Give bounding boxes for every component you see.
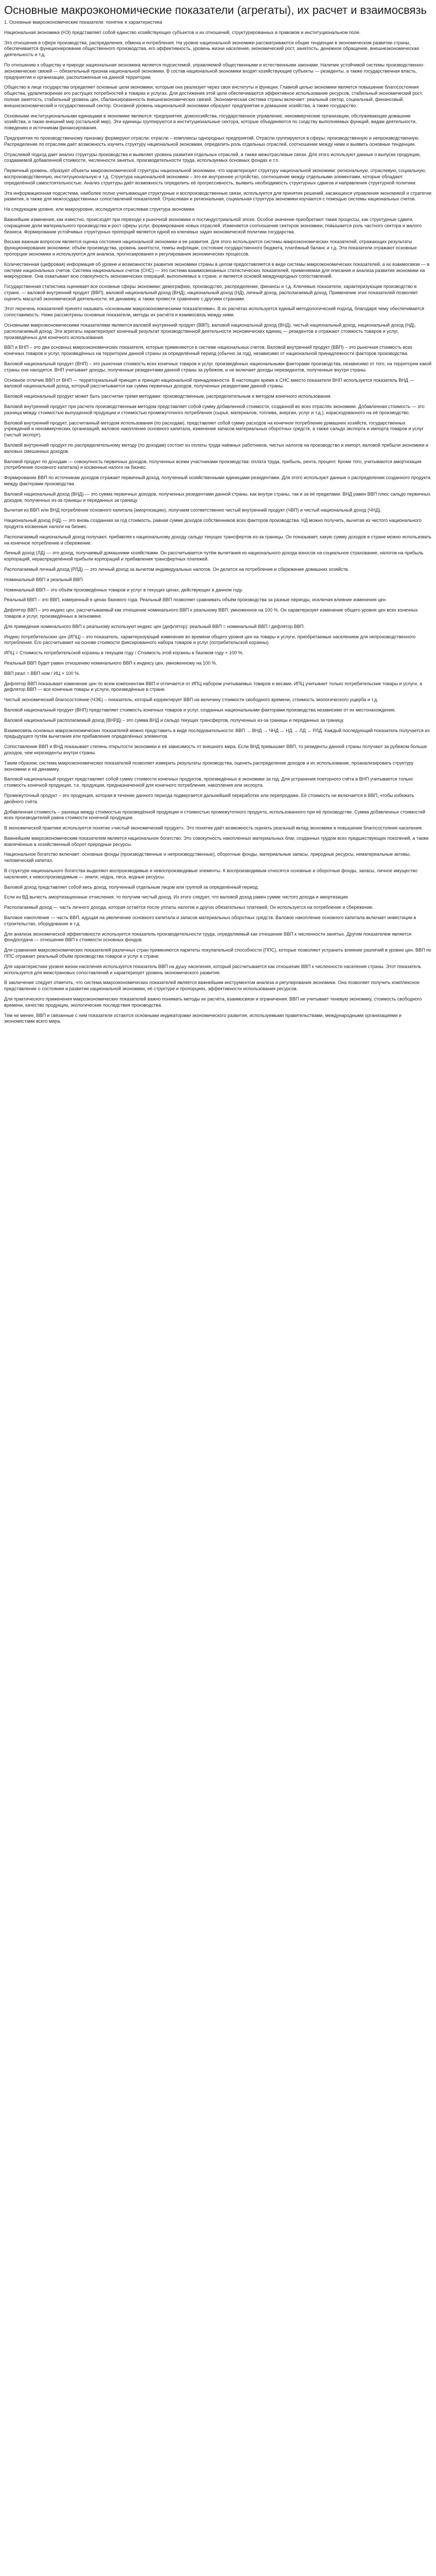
paragraph: Валовой национальный продукт (ВНП) – это рыночная стоимость всех конечных товаров и услуг, произведённых национальными факторами производства, независимо от того, на территории какой страны они находятся. ВНП учитывает доходы, полученные резидентами данной страны за рубежом, и не включает доходы нерезидентов, полученные внутри страны. <box>4 361 432 372</box>
paragraph: Дефлятор ВВП показывает изменение цен по всем компонентам ВВП и отличается от ИПЦ набором учитываемых товаров и весами. ИПЦ учитывает только потребительские товары и услуги, а дефлятор ВВП — все конечные товары и услуги, произведённые в стране. <box>4 681 423 692</box>
paragraph: Валовой национальный доход (ВНД) — это сумма первичных доходов, полученных резидентами данной страны, как внутри страны, так и за её пределами. ВНД равен ВВП плюс сальдо первичных доходов, полученных из-за границы и переданных за границу. <box>4 491 430 503</box>
paragraph: Чистый экономический благосостояние (ЧЭБ) – показатель, который корректирует ВВП на величину стоимости свободного времени, стоимость экологического ущерба и т.д. <box>4 697 378 703</box>
paragraph: Этот перечень показателей принято называть «основными макроэкономическими показателями». В их расчётах используется единый методологический подход, благодаря чему обеспечивается сопоставимость. Ниже рассмотрены основные показатели, методы их расчёта и взаимосвязь между ними. <box>4 306 424 318</box>
paragraph: Национальный доход (НД) — это вновь созданная за год стоимость, равная сумме доходов собственников всех факторов производства. НД можно получить, вычитая из чистого национального продукта косвенные налоги на бизнес. <box>4 518 422 529</box>
paragraph: Валовой внутренний продукт, рассчитанный методом использования (по расходам), представляет собой сумму расходов на конечное потребление домашних хозяйств, государственных учреждений и некоммерческих организаций, валовое накопление основного капитала, изменение запасов материальных оборотных средств, а также сальдо экспорта и импорта товаров и услуг (чистый экспорт). <box>4 420 424 438</box>
paragraph: Эта информационная подсистема, наиболее полно учитывающая структурные и воспроизводственные связи, используется для принятия решений, касающихся управления экономикой и стратегии развития, а также для межгосударственных сопоставлений показателей. Отраслевая и региональная, социальная структура экономики изучаются с помощью системы национальных счетов. <box>4 190 432 202</box>
paragraph: Для сравнения макроэкономических показателей различных стран применяются паритеты покупательной способности (ППС), которые позволяют устранить влияние различий в уровне цен. ВВП по ППС отражает реальный объём производства товаров и услуг в стране. <box>4 947 431 959</box>
paragraph: Для характеристики уровня жизни населения используется показатель ВВП на душу населения, который рассчитывается как отношение ВВП к численности населения страны. Этот показатель используется для межстрановых сопоставлений и характеризует уровень экономического развития. <box>4 963 422 975</box>
paragraph: ВВП реал = ВВП ном / ИЦ × 100 %. <box>4 670 80 676</box>
paragraph: Отраслевой подход дает анализ структуры производства и выявляет уровень развития отдельных отраслей, а также межотраслевые связи. Для этого используют данные о выпуске продукции, создаваемой добавленной стоимости, численности занятых, производительности труда, используемых основных фондах и т.п. <box>4 151 421 163</box>
paragraph: Количественная (цифровая) информация об уровне и возможностях развития экономики страны в целом предоставляется в виде системы макроэкономических показателей, а их взаимосвязи — в системе национальных счетов. Система национальных счетов (СНС) — это система взаимосвязанных статистических показателей, применяемая для описания и анализа развития экономики на макроуровне. Она охватывает всю совокупность экономических операций, выполняемых в стране, и является основой международных сопоставлений. <box>4 261 430 279</box>
paragraph: Валовой национальный продукт представляет собой сумму стоимости конечных продуктов, произведённых в экономике за год. Для устранения повторного счёта в ВНП учитывается только стоимость конечной продукции, т.е. продукции, предназначенной для конечного потребления, накопления или экспорта. <box>4 776 413 788</box>
paragraph: Реальный ВВП будет равен отношению номинального ВВП к индексу цен, умноженному на 100 %. <box>4 660 217 666</box>
paragraph: Для приведения номинального ВВП к реальному используют индекс цен (дефлятор): реальный ВВП = номинальный ВВП / дефлятор ВВП. <box>4 623 305 629</box>
paragraph: Национальное богатство включает: основные фонды (производственные и непроизводственные), оборотные фонды, материальные запасы, природные ресурсы, нематериальные активы, человеческий капитал. <box>4 852 411 863</box>
paragraph: Номинальный ВВП и реальный ВВП. <box>4 577 84 582</box>
paragraph: Основными макроэкономическими показателями являются валовой внутренний продукт (ВВП), валовой национальный доход (ВНД), чистый национальный доход, национальный доход (НД), располагаемый доход. Эти агрегаты характеризуют конечный результат производственной деятельности экономических единиц — резидентов и отражают стоимость товаров и услуг, произведённых для конечного использования. <box>4 323 416 340</box>
paragraph: Национальная экономика (НЭ) представляет собой единство хозяйствующих субъектов и их отношений, структурированных в правовом и институциональном поле. <box>4 29 361 35</box>
paragraph: Для практического применения макроэкономических показателей важно понимать методы их расчёта, взаимосвязи и ограничения. ВВП не учитывает теневую экономику, стоимость свободного времени, качество продукции, экологические последствия производства. <box>4 996 422 1008</box>
paragraph: ИПЦ = Стоимость потребительской корзины в текущем году / Стоимость этой корзины в базовом году × 100 %. <box>4 650 244 656</box>
paragraph: Валовой национальный продукт (ВНП) представляет стоимость конечных товаров и услуг, созданных национальными факторами производства независимо от их местонахождения. <box>4 707 396 713</box>
paragraph: В заключение следует отметить, что система макроэкономических показателей является важнейшим инструментом анализа и регулирования экономики. Она позволяет получить комплексное представление о состоянии и развитии национальной экономики, её структуре и пропорциях, эффективности использования ресурсов. <box>4 980 420 992</box>
paragraph: Сопоставление ВВП и ВНД показывает степень открытости экономики и её зависимость от внешнего мира. Если ВНД превышает ВВП, то резиденты данной страны получают за рубежом больше доходов, чем нерезиденты внутри страны. <box>4 744 427 755</box>
paragraph: Валовой национальный продукт может быть рассчитан тремя методами: производственным, распределительным и методом конечного использования. <box>4 394 332 399</box>
paragraph: Располагаемый личный доход (РЛД) — это личный доход за вычетом индивидуальных налогов. Он делится на потребление и сбережение домашних хозяйств. <box>4 566 349 572</box>
paragraph: Валовой продукт по доходам — совокупность первичных доходов, полученных всеми участниками производства: оплата труда, прибыль, рента, процент. Кроме того, учитываются амортизация (потребление основного капитала) и косвенные налоги на бизнес. <box>4 459 422 470</box>
paragraph: Тем не менее, ВВП и связанные с ним показатели остаются основными индикаторами экономического развития, используемыми правительствами, международными организациями и экономистами всего мира. <box>4 1012 402 1024</box>
paragraph: Взаимосвязь основных макроэкономических показателей можно представить в виде последовательности: ВВП → ВНД → ЧНД → НД → ЛД → РЛД. Каждый последующий показатель получается из предыдущего путём вычитания или прибавления определённых элементов. <box>4 727 430 739</box>
paragraph: Основное отличие ВВП от ВНП — территориальный принцип и принцип национальной принадлежности. В настоящее время в СНС вместо показателя ВНП используется показатель ВНД — валовой национальный доход, который рассчитывается как сумма первичных доходов, полученных резидентами данной страны. <box>4 377 414 389</box>
paragraph: Индекс потребительских цен (ИПЦ) – это показатель, характеризующий изменение во времени общего уровня цен на товары и услуги, приобретаемые населением для непроизводственного потребления. Его рассчитывают на основе стоимости фиксированного набора товаров и услуг (потребительской корзины). <box>4 634 416 646</box>
paragraph: Валовой национальный располагаемый доход (ВНРД) – это сумма ВНД и сальдо текущих трансфертов, полученных из-за границы и переданных за границу. <box>4 717 344 723</box>
paragraph: Это отношения в сфере производства, распределения, обмена и потребления. На уровне национальной экономики рассматриваются общие тенденции в экономическом развитии страны, обеспечивается функционирование общественного производства, его эффективность, уровень жизни населения, экономический рост, занятость, денежное обращение, внешнеэкономическая деятельность и т.д. <box>4 40 419 58</box>
paragraph: По отношению к обществу и природе национальная экономика является подсистемой, управляемой общественными и естественными законами. Наличие устойчивой системы производственно-экономических связей — обязательный признак национальной экономики. В состав национальной экономики входят хозяйствующие субъекты — резиденты, а также государственная власть, предприятия и организации, расположенные на данной территории. <box>4 62 425 80</box>
paragraph: Первичный уровень, образуют объекты макроэкономической структуры национальной экономики, что характеризует структуру национальной экономики: региональную, отраслевую, социальную, воспроизводственную, институциональную и т.д. Структура национальной экономики – это ее внутреннее устройство, соотношение между отдельными элементами, которые обладают определённой самостоятельностью. Анализ структуры даёт возможность определить её прогрессивность, выявить необходимость структурных сдвигов и направления структурной политики. <box>4 168 426 185</box>
paragraph: Весьма важным вопросом является оценка состояния национальной экономики и ее развития. Для этого используются системы макроэкономических показателей, отражающих результаты функционирования экономики: объём производства, уровень занятости, темпы инфляции, состояние государственного бюджета, платёжный баланс и т.д. Эти показатели отражают основные пропорции экономики и используются для анализа, прогнозирования и регулирования экономических процессов. <box>4 239 417 257</box>
page-title: Основные макроэкономические показатели (агрегаты), их расчет и взаимосвязь <box>4 4 427 16</box>
paragraph: Дефлятор ВВП – это индекс цен, рассчитываемый как отношение номинального ВВП к реальному ВВП, умноженное на 100 %. Он характеризует изменение общего уровня цен всех конечных товаров и услуг, произведённых в экономике. <box>4 607 418 619</box>
document-page <box>0 0 436 1039</box>
paragraph: Основными институциональными единицами в экономике являются: предприятия, домохозяйства, государственное управление, некоммерческие организации, обслуживающие домашние хозяйства, а также внешний мир (остальной мир). Эти единицы группируются в институциональные сектора, которые объединяются по сходству выполняемых функций, видам деятельности, поведению и источникам финансирования. <box>4 113 417 131</box>
paragraph: В структуре национального богатства выделяют воспроизводимые и невоспроизводимые элементы. К воспроизводимым относятся основные и оборотные фонды, запасы, личное имущество населения; к невоспроизводимым — земля, недра, леса, водные ресурсы. <box>4 868 417 879</box>
paragraph: Если из ВД вычесть амортизационные отчисления, то получим чистый доход. Из этого следует, что валовой доход равен сумме чистого дохода и амортизации. <box>4 894 350 900</box>
paragraph: ВВП и ВНП – это два основных макроэкономических показателя, которые применяются в системе национальных счетов. Валовой внутренний продукт (ВВП) – это рыночная стоимость всех конечных товаров и услуг, произведённых на территории данной страны за определённый период (обычно за год), независимо от национальной принадлежности факторов производства. <box>4 345 413 357</box>
paragraph: Реальный ВВП – это ВВП, измеренный в ценах базового года. Реальный ВВП позволяет сравнивать объём производства за разные периоды, исключая влияние изменения цен. <box>4 597 387 603</box>
paragraph: Располагаемый доход — часть личного дохода, которая остаётся после уплаты налогов и других обязательных платежей. Он используется на потребление и сбережение. <box>4 905 374 910</box>
paragraph: Таким образом, система макроэкономических показателей позволяет измерить результаты производства, оценить распределение доходов и их использование, проанализировать структуру экономики и её динамику. <box>4 760 414 772</box>
paragraph: На следующем уровне, или макроуровне, исследуется отраслевая структура экономики. <box>4 207 196 212</box>
paragraph: Предприятия по производственному признаку формируют отрасли: отрасли – комплексы однородных предприятий. Отрасли группируются в сферы: производственную и непроизводственную. Распределение по отраслям даёт возможность изучить структуру национальной экономики, определить роль отдельных отраслей, соотношение между ними и выявить основные тенденции. <box>4 135 420 147</box>
paragraph: Формирование ВВП по источникам доходов отражает первичный доход, полученный хозяйственными единицами-резидентами. Для этого используют данные о распределении созданного продукта между факторами производства. <box>4 475 431 487</box>
paragraph: Валовой внутренний продукт по распределительному методу (по доходам) состоит из оплаты труда наёмных работников, чистых налогов на производство и импорт, валовой прибыли экономики и валовых смешанных доходов. <box>4 443 428 454</box>
paragraph: Добавленная стоимость – разница между стоимостью произведённой продукции и стоимостью промежуточного продукта, использованного при её производстве. Сумма добавленных стоимостей всех производителей равна стоимости конечной продукции. <box>4 809 426 821</box>
paragraph: 1. Основные макроэкономические показатели: понятие и характеристика <box>4 20 162 25</box>
paragraph: В экономической практике используется понятие «чистый экономический продукт». Это понятие даёт возможность оценить реальный вклад экономики в повышение благосостояния населения. <box>4 825 423 831</box>
paragraph: Вычитая из ВВП или ВНД потребление основного капитала (амортизацию), получаем соответственно чистый внутренний продукт (ЧВП) и чистый национальный доход (ЧНД). <box>4 507 382 513</box>
paragraph: Промежуточный продукт – это продукция, которая в течение данного периода подвергается дальнейшей переработке или перепродаже. Её стоимость не включается в ВВП, чтобы избежать двойного счёта. <box>4 792 414 804</box>
paragraph: Валовой доход представляет собой весь доход, полученный отдельным лицом или группой за определённый период. <box>4 884 259 890</box>
paragraph: Личный доход (ЛД) — это доход, получаемый домашними хозяйствами. Он рассчитывается путём вычитания из национального дохода взносов на социальное страхование, налогов на прибыль корпораций, нераспределённой прибыли корпораций и прибавления трансфертных платежей. <box>4 550 424 562</box>
paragraph: Общество в лице государства определяет основные цели экономики, которым она реализует через свои институты и функции. Главной целью экономики является повышение благосостояния общества, удовлетворение его растущих потребностей в товарах и услугах. Для достижения этой цели обеспечиваются эффективное использование ресурсов, стабильный экономический рост, полная занятость, стабильный уровень цен, сбалансированность внешнеэкономических связей. Экономическая система страны включает: реальный сектор, социальный, финансовый, внешнеэкономический и государственный сектор. Основной уровень национальной экономики образуют предприятия и домашние хозяйства, а также государство. <box>4 84 423 108</box>
paragraph: Валовой внутренний продукт при расчете производственным методом представляет собой сумму добавленной стоимости, созданной во всех отраслях экономики. Добавленная стоимость — это разница между стоимостью выпущенной продукции и стоимостью промежуточного потребления (сырья, материалов, топлива, энергии, услуг и т.д.), израсходованного на её производство. <box>4 404 425 415</box>
paragraph: Для анализа экономической эффективности используется показатель производительности труда, определяемый как отношение ВВП к численности занятых. Другим показателем является фондоотдача — отношение ВВП к стоимости основных фондов. <box>4 931 411 943</box>
paragraph: Валовое накопление — часть ВВП, идущая на увеличение основного капитала и запасов материальных оборотных средств. Валовое накопление основного капитала включает инвестиции в строительство, оборудование и т.д. <box>4 915 416 926</box>
article-body <box>4 20 432 1025</box>
paragraph: Важнейшие изменения, как известно, происходят при переходе к рыночной экономике и постиндустриальной эпохе. Особое значение приобретают такие процессы, как структурные сдвиги, сокращение доли материального производства и рост сферы услуг, формирование новых отраслей. Изменяется соотношение секторов экономики, повышается роль частного сектора и малого бизнеса. Формирование устойчивых структурных пропорций является одной из ключевых задач экономической политики государства. <box>4 216 422 234</box>
paragraph: Государственная статистика оценивает все основные сферы экономики: демографию, производство, распределение, финансы и т.д. Ключевые показатели, характеризующие производство в стране, — валовой внутренний продукт (ВВП), валовой национальный доход (ВНД), национальный доход (НД), личный доход, располагаемый доход. Применение этих показателей позволяет оценить масштаб экономической деятельности, её динамику, а также провести сравнение с другими странами. <box>4 284 418 301</box>
paragraph: Номинальный ВВП – это объём произведённых товаров и услуг в текущих ценах, действующих в данном году. <box>4 587 243 592</box>
paragraph: Важнейшим макроэкономическим показателем является национальное богатство. Это совокупность накопленных материальных благ, созданных трудом всех предшествующих поколений, а также вовлечённые в хозяйственный оборот природные ресурсы. <box>4 835 429 847</box>
paragraph: Располагаемый национальный доход получают, прибавляя к национальному доходу сальдо текущих трансфертов из-за границы. Он показывает, какую сумму доходов в стране можно использовать на конечное потребление и сбережение. <box>4 534 431 546</box>
